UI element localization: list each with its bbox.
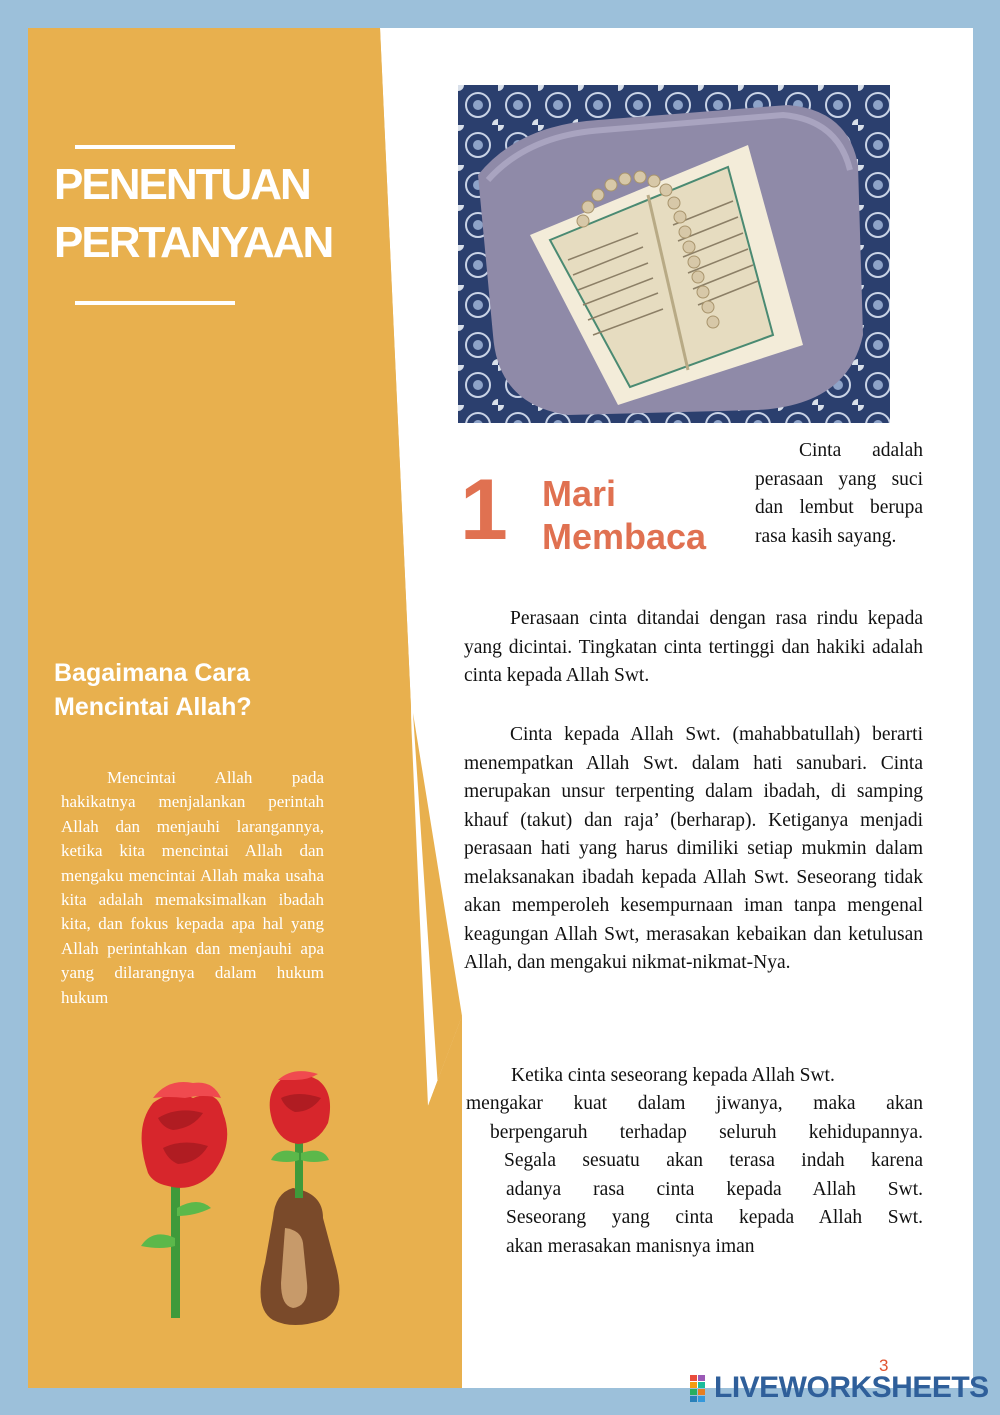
section-heading-line-1: Mari bbox=[542, 473, 617, 514]
quran-on-prayer-rug-photo bbox=[458, 85, 890, 423]
paragraph-3-line: mengakar kuat dalam jiwanya, maka akan bbox=[466, 1093, 923, 1114]
page-title-line-2: PERTANYAAN bbox=[54, 218, 333, 267]
page-title bbox=[54, 156, 384, 272]
paragraph-1: Perasaan cinta ditandai dengan rasa rindu kepada yang dicintai. Tingkatan cinta tertinggi dan hakiki adalah cinta kepada Allah Swt. bbox=[464, 608, 923, 686]
page-number: 3 bbox=[879, 1356, 889, 1375]
title-top-rule bbox=[75, 145, 235, 149]
sidebar-question-line-1: Bagaimana Cara bbox=[54, 659, 250, 687]
worksheet-page bbox=[28, 28, 973, 1388]
liveworksheets-logo[interactable] bbox=[690, 1370, 989, 1406]
sidebar-question-line-2: Mencintai Allah? bbox=[54, 693, 252, 721]
paragraph-3-line: Segala sesuatu akan terasa indah karena bbox=[504, 1150, 923, 1171]
paragraph-3-line: berpengaruh terhadap seluruh kehidupannya. bbox=[490, 1122, 923, 1143]
title-bottom-rule bbox=[75, 301, 235, 305]
section-heading-line-2: Membaca bbox=[542, 516, 707, 557]
page-title-line-1: PENENTUAN bbox=[54, 160, 310, 209]
paragraph-3-line: adanya rasa cinta kepada Allah Swt. bbox=[506, 1179, 923, 1200]
paragraph-3-line: akan merasakan manisnya iman bbox=[506, 1236, 755, 1257]
sidebar-body: Mencintai Allah pada hakikatnya menjalankan perintah Allah dan menjauhi larangannya, ketika kita mencintai Allah dan mengaku mencintai Allah maka usaha kita adalah memaksimalkan ibadah kita, dan fokus kepada apa hal yang Allah perintahkan dan menjauhi apa yang dilarangnya dalam hukum hukum bbox=[61, 768, 324, 1007]
paragraph-2: Cinta kepada Allah Swt. (mahabbatullah) berarti menempatkan Allah Swt. dalam hati sanubari. Cinta merupakan unsur terpenting dalam ibadah, di samping khauf (takut) dan raja’ (berharap). Ketiganya menjadi perasaan hati yang harus dimiliki setiap mukmin dalam melaksanakan ibadah kepada Allah Swt. Seseorang tidak akan memperoleh kesempurnaan iman tanpa mengenal keagungan Allah Swt, merasakan kebaikan dan ketulusan Allah, dan mengakui nikmat-nikmat-Nya. bbox=[464, 724, 923, 973]
section-heading bbox=[542, 472, 706, 558]
paragraph-3-line: Ketika cinta seseorang kepada Allah Swt. bbox=[511, 1065, 835, 1086]
sidebar-question bbox=[54, 656, 354, 724]
section-number: 1 bbox=[460, 462, 508, 558]
rose-icon bbox=[123, 1068, 368, 1328]
intro-text: Cinta adalah perasaan yang suci dan lembut berupa rasa kasih sayang. bbox=[755, 440, 923, 547]
liveworksheets-logo-text: LIVEWORKSHEETS bbox=[714, 1371, 989, 1404]
paragraph-3-line: Seseorang yang cinta kepada Allah Swt. bbox=[506, 1207, 923, 1228]
liveworksheets-blocks-icon bbox=[690, 1373, 714, 1403]
